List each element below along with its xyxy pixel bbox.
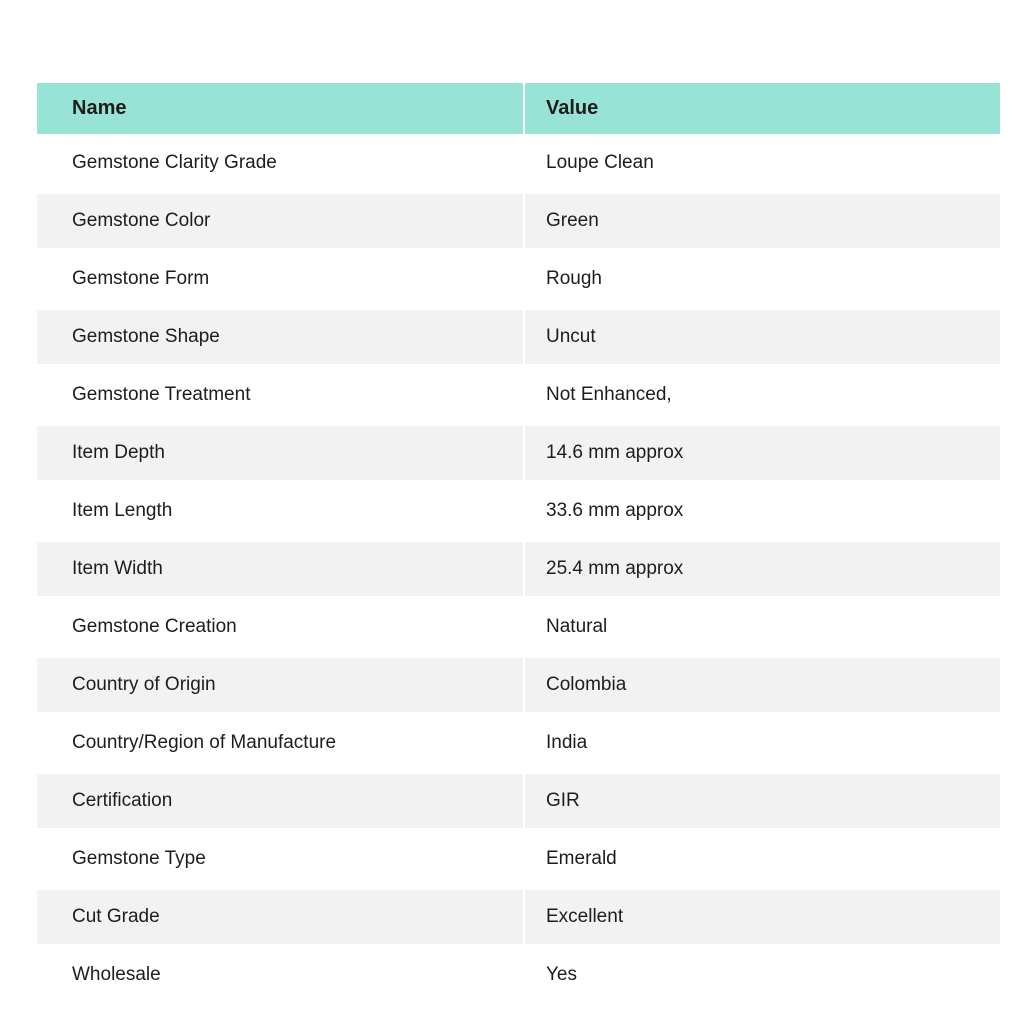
spec-value: Emerald: [523, 830, 1000, 888]
table-header-row: [37, 83, 1000, 134]
table-row: [37, 946, 1000, 1004]
item-specifics-table: [37, 83, 1000, 1004]
spec-value: Colombia: [523, 658, 1000, 712]
spec-value: GIR: [523, 774, 1000, 828]
column-header-value: Value: [523, 83, 1000, 134]
table-row: [37, 714, 1000, 772]
spec-value: 33.6 mm approx: [523, 482, 1000, 540]
table-row: [37, 250, 1000, 308]
table-row: [37, 308, 1000, 366]
table-row: [37, 598, 1000, 656]
table-row: [37, 656, 1000, 714]
spec-name: Cut Grade: [72, 906, 160, 927]
spec-value: Natural: [523, 598, 1000, 656]
spec-value: India: [523, 714, 1000, 772]
spec-name: Country of Origin: [72, 674, 216, 695]
table-row: [37, 888, 1000, 946]
spec-name: Item Width: [72, 558, 163, 579]
table-row: [37, 830, 1000, 888]
spec-name: Gemstone Treatment: [72, 384, 251, 405]
spec-value: Not Enhanced,: [523, 366, 1000, 424]
spec-value: Yes: [523, 946, 1000, 1004]
table-row: [37, 482, 1000, 540]
spec-value: 25.4 mm approx: [523, 542, 1000, 596]
spec-name: Gemstone Form: [72, 268, 210, 289]
table-row: [37, 540, 1000, 598]
spec-value: Green: [523, 194, 1000, 248]
spec-name: Item Length: [72, 500, 173, 521]
table-row: [37, 772, 1000, 830]
spec-name: Gemstone Clarity Grade: [72, 152, 277, 173]
spec-name: Gemstone Shape: [72, 326, 220, 347]
column-header-name: Name: [72, 97, 127, 119]
spec-name: Gemstone Creation: [72, 616, 237, 637]
spec-name: Country/Region of Manufacture: [72, 732, 337, 753]
table-row: [37, 424, 1000, 482]
spec-value: 14.6 mm approx: [523, 426, 1000, 480]
spec-name: Gemstone Color: [72, 210, 211, 231]
spec-name: Gemstone Type: [72, 848, 206, 869]
table-row: [37, 134, 1000, 192]
table-row: [37, 192, 1000, 250]
spec-name: Item Depth: [72, 442, 165, 463]
spec-value: Uncut: [523, 310, 1000, 364]
spec-name: Certification: [72, 790, 173, 811]
spec-value: Loupe Clean: [523, 134, 1000, 192]
spec-value: Excellent: [523, 890, 1000, 944]
spec-value: Rough: [523, 250, 1000, 308]
spec-name: Wholesale: [72, 964, 161, 985]
table-row: [37, 366, 1000, 424]
